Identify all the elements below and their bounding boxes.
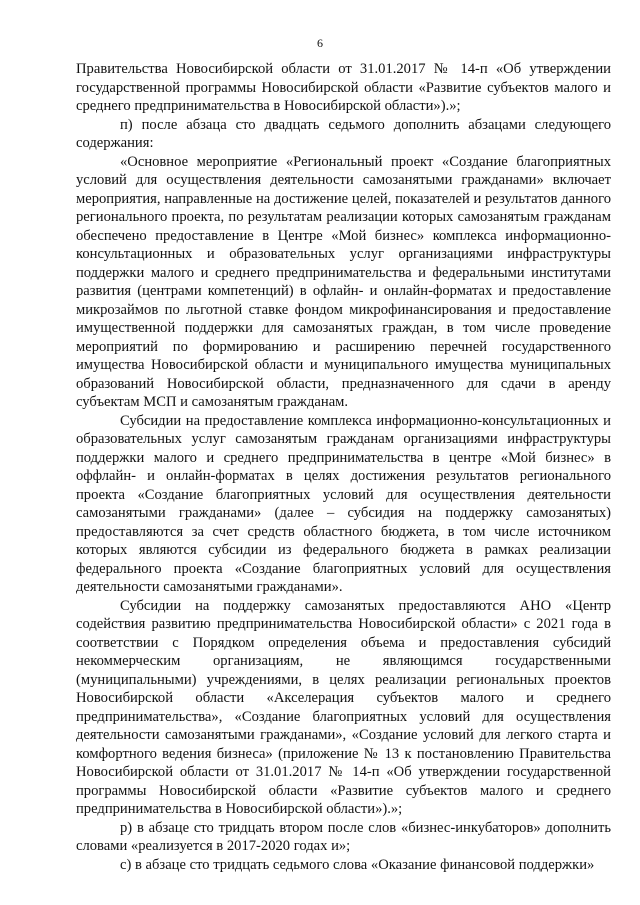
paragraph-main-activity: «Основное мероприятие «Региональный проект «Создание благоприятных условий для осуществления деятельности самозанятыми гражданами» включает мероприятия, направленные на достижение целей, показателей и результатов данного регионального проекта, по результатам реализации которых самозанятым гражданам обеспечено предоставление в Центре «Мой бизнес» комплекса информационно-консультационных и образовательных услуг организациями инфраструктуры поддержки малого и среднего предпринимательства и федеральными институтами развития (центрами компетенций) в офлайн- и онлайн-форматах и предоставление микрозаймов по льготной ставке фондом микрофинансирования и предоставление имущественной поддержки для самозанятых граждан, в том числе проведение мероприятий по формированию и расширению перечней государственного имущества Новосибирской области и муниципального имущества муниципальных образований Новосибирской области, предназначенного для сдачи в аренду субъектам МСП и самозанятым гражданам. bbox=[76, 153, 611, 410]
paragraph-subsidies-provider: Субсидии на поддержку самозанятых предоставляются АНО «Центр содействия развитию предпринимательства Новосибирской области» с 2021 года в соответствии с Порядком определения объема и предоставления субсидий некоммерческим организациям, не являющимся государственными (муниципальными) учреждениями, в целях реализации региональных проектов Новосибирской области «Акселерация субъектов малого и среднего предпринимательства», «Создание благоприятных условий для осуществления деятельности самозанятыми гражданами», «Создание условий для легкого старта и комфортного ведения бизнеса» (приложение № 13 к постановлению Правительства Новосибирской области от 31.01.2017 № 14-п «Об утверждении государственной программы Новосибирской области «Развитие субъектов малого и среднего предпринимательства в Новосибирской области»).»; bbox=[76, 597, 611, 817]
paragraph-item-s: с) в абзаце сто тридцать седьмого слова «Оказание финансовой поддержки» bbox=[120, 856, 595, 873]
paragraph-item-p: п) после абзаца сто двадцать седьмого дополнить абзацами следующего содержания: bbox=[76, 116, 611, 151]
document-body bbox=[76, 60, 611, 874]
paragraph-continuation: Правительства Новосибирской области от 31.01.2017 № 14-п «Об утверждении государственной программы Новосибирской области «Развитие субъектов малого и среднего предпринимательства в Новосибирской области»).»; bbox=[76, 61, 611, 114]
paragraph-item-r: р) в абзаце сто тридцать втором после слов «бизнес-инкубаторов» дополнить словами «реализуется в 2017-2020 годах и»; bbox=[76, 819, 611, 854]
paragraph-subsidies: Субсидии на предоставление комплекса информационно-консультационных и образовательных услуг самозанятым гражданам организациями инфраструктуры поддержки малого и среднего предпринимательства в центре «Мой бизнес» в оффлайн- и онлайн-форматах в целях достижения результатов регионального проекта «Создание благоприятных условий для осуществления деятельности самозанятыми гражданами» (далее – субсидия на поддержку самозанятых) предоставляются за счет средств областного бюджета, в том числе источником которых являются субсидии из федерального бюджета в рамках реализации федерального проекта «Создание благоприятных условий для осуществления деятельности самозанятыми гражданами». bbox=[76, 412, 611, 595]
page-number: 6 bbox=[317, 36, 323, 50]
